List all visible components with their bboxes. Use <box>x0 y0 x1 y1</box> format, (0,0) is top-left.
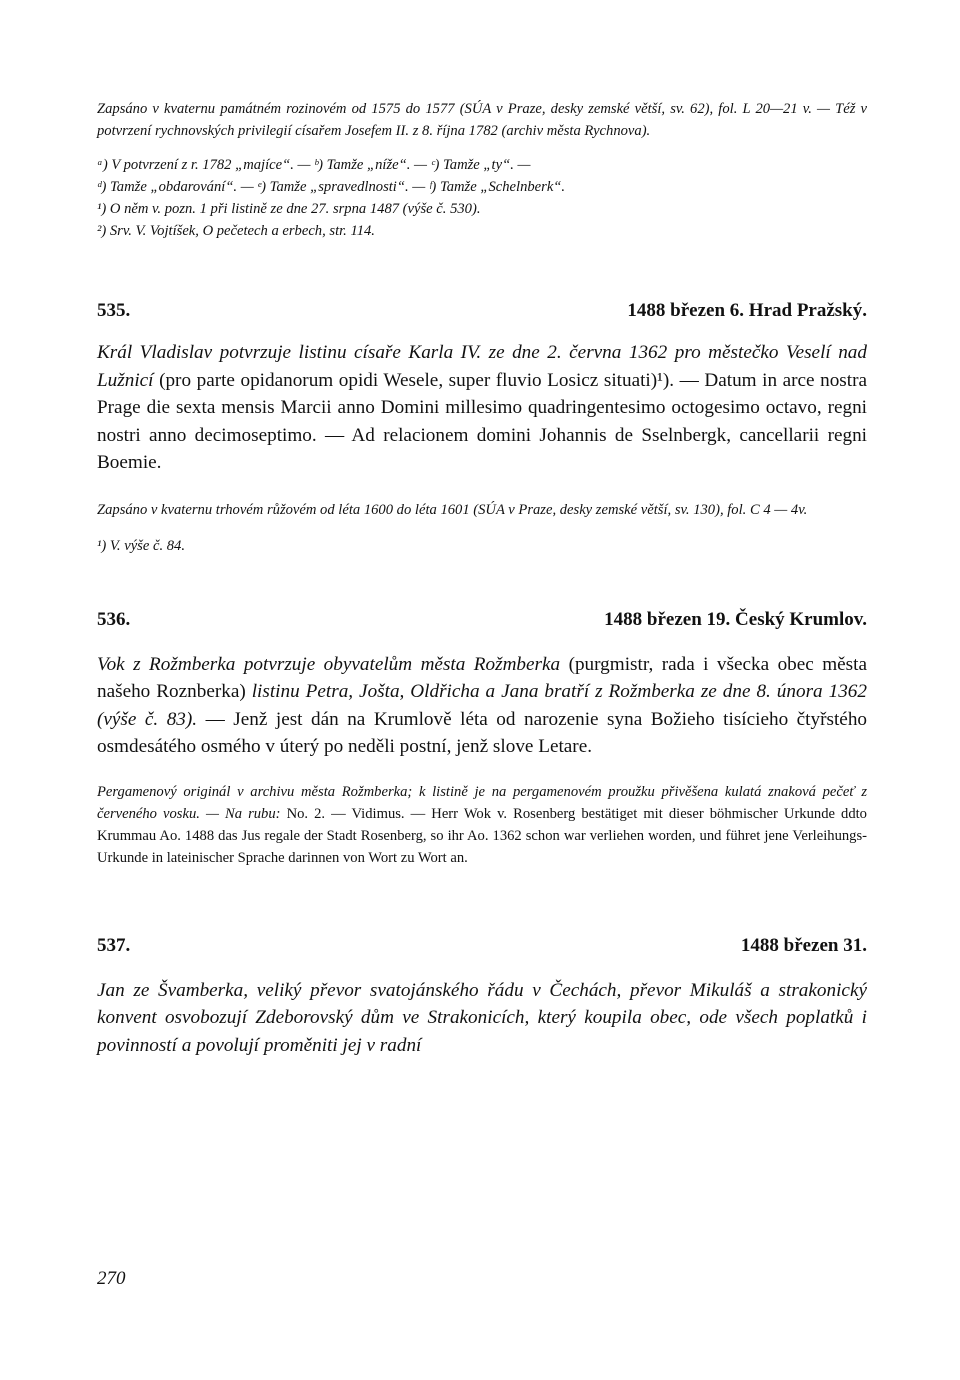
entry-text: (pro parte opidanorum opidi Wesele, super fluvio Losicz situati)¹). — Datum in arce nostra Prage die sexta mensis Marcii anno Domini millesimo quadringentesimo octogesimo octavo, regni nostri anno decimoseptimo. — Ad relacionem domini Johannis de Sselnbergk, cancellarii regni Boemie. <box>97 369 867 473</box>
entry-number: 536. <box>97 608 131 630</box>
entry-heading <box>97 300 867 322</box>
variant-line: ᵈ) Tamže „obdarování“. — ᵉ) Tamže „spravedlnosti“. — ᶠ) Tamže „Schelnberk“. <box>97 179 566 195</box>
entry-summary: Jan ze Švamberka, veliký převor svatojánského řádu v Čechách, převor Mikuláš a strakonický konvent osvobozují Zdeborovský dům ve Strakonicích, který koupila obec, ode všech poplatků i povinností a povolují proměniti jej v radní <box>97 979 867 1056</box>
record-note: Zapsáno v kvaternu památném rozinovém od 1575 do 1577 (SÚA v Praze, desky zemské větší, sv. 62), fol. L 20—21 v. — Též v potvrzení rychnovských privilegií císařem Josefem II. z 8. října 1782 (archiv města Rychnova). <box>97 101 867 139</box>
entry-date: 1488 březen 6. Hrad Pražský. <box>627 300 867 321</box>
entry-date: 1488 březen 19. Český Krumlov. <box>604 608 867 630</box>
entry-heading <box>97 935 867 957</box>
entry-date: 1488 březen 31. <box>740 934 867 956</box>
record-note: Zapsáno v kvaternu trhovém růžovém od léta 1600 do léta 1601 (SÚA v Praze, desky zemské větší, sv. 130), fol. C 4 — 4v. <box>97 501 808 518</box>
record-note <box>97 781 867 869</box>
record-note-roman: No. 2. — Vidimus. — Herr Wok v. Rosenberg bestätiget mit dieser böhmischer Urkunde ddto Krummau Ao. 1488 das Jus regale der Stadt Rosenberg, so ihr Ao. 1362 schon war verliehen worden, und führet jene Verleihungs-Urkunde in lateinischer Sprache darinnen von Wort zu Wort an. <box>97 805 867 866</box>
entry-summary: Král Vladislav potvrzuje listinu císaře Karla IV. ze dne 2. června 1362 pro městečko Veselí nad Lužnicí <box>97 342 867 391</box>
variant-notes <box>97 154 867 242</box>
record-note-italic: Pergamenový originál v archivu města Rožmberka; k listině je na pergamenovém proužku přivěšena kulatá znaková pečeť z červeného vosku. — Na rubu: <box>97 783 867 822</box>
page-number: 270 <box>97 1268 126 1289</box>
footnote: ¹) O něm v. pozn. 1 při listině ze dne 27. srpna 1487 (výše č. 530). <box>97 201 481 217</box>
entry-summary: listinu Petra, Jošta, Oldřicha a Jana bratří z Rožmberka ze dne 8. února 1362 (výše č. 83). <box>97 681 867 730</box>
variant-line: ᵃ) V potvrzení z r. 1782 „majíce“. — ᵇ) Tamže „níže“. — ᶜ) Tamže „ty“. — <box>97 157 531 173</box>
document-page <box>97 94 867 1059</box>
entry-summary: Vok z Rožmberka potvrzuje obyvatelům města Rožmberka <box>97 653 561 675</box>
entry-number: 537. <box>97 934 131 956</box>
footnote: ¹) V. výše č. 84. <box>97 537 185 554</box>
entry-heading <box>97 609 867 631</box>
entry-text: — Jenž jest dán na Krumlově léta od narozenie syna Božieho tisícieho čtyřstého osmdesátého osmého v úterý po neděli postní, jenž slove Letare. <box>97 708 868 757</box>
entry-number: 535. <box>97 300 131 321</box>
entry-text: (purgmistr, rada i všecka obec města našeho Roznberka) <box>97 653 867 702</box>
entry-body <box>97 651 867 761</box>
footnote: ²) Srv. V. Vojtíšek, O pečetech a erbech, str. 114. <box>97 223 375 239</box>
entry-body <box>97 339 867 477</box>
